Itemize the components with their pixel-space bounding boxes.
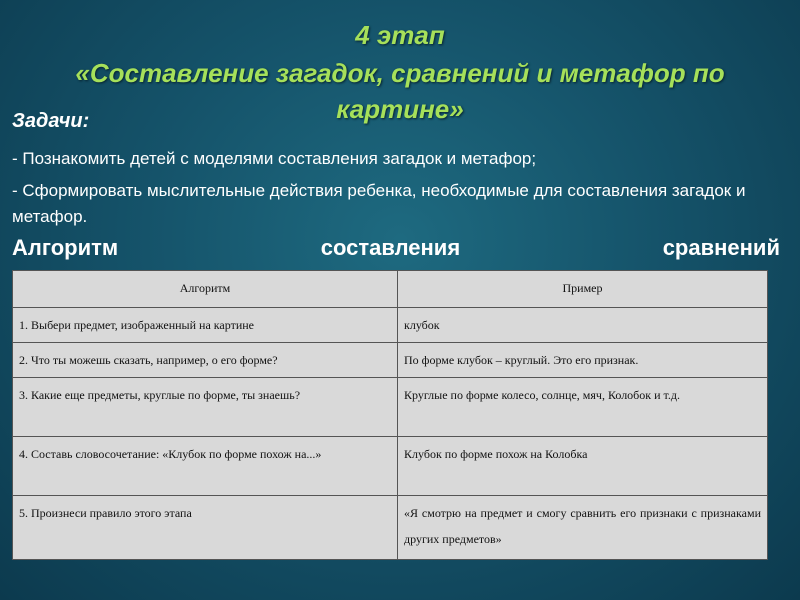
stage-title: «Составление загадок, сравнений и метафор по картине» [75, 58, 725, 124]
table-cell-step: 3. Какие еще предметы, круглые по форме, ты знаешь? [13, 378, 398, 437]
algorithm-heading [12, 235, 780, 261]
table-row [13, 308, 768, 343]
table-row [13, 343, 768, 378]
table-cell-step: 2. Что ты можешь сказать, например, о его форме? [13, 343, 398, 378]
algorithm-heading-word: сравнений [662, 235, 780, 260]
table-cell-example: Круглые по форме колесо, солнце, мяч, Колобок и т.д. [398, 378, 768, 437]
task-item: - Сформировать мыслительные действия ребенка, необходимые для составления загадок и метафор. [12, 181, 746, 226]
algorithm-table [12, 270, 768, 560]
table-cell-example: Клубок по форме похож на Колобка [398, 437, 768, 496]
column-header-example: Пример [398, 271, 768, 308]
tasks-heading: Задачи: [12, 110, 90, 132]
table-header-row [13, 271, 768, 308]
table-cell-step: 4. Составь словосочетание: «Клубок по форме похож на...» [13, 437, 398, 496]
table-row [13, 437, 768, 496]
stage-number: 4 этап [355, 20, 445, 50]
column-header-algorithm: Алгоритм [13, 271, 398, 308]
table-cell-example: клубок [398, 308, 768, 343]
algorithm-heading-word: составления [320, 235, 461, 260]
algorithm-heading-word: Алгоритм [12, 235, 119, 260]
table-cell-step: 5. Произнеси правило этого этапа [13, 496, 398, 560]
table-cell-example: «Я смотрю на предмет и смогу сравнить его признаки с признаками других предметов» [398, 496, 768, 560]
table-cell-example: По форме клубок – круглый. Это его признак. [398, 343, 768, 378]
table-row [13, 378, 768, 437]
table-cell-step: 1. Выбери предмет, изображенный на картине [13, 308, 398, 343]
table-row [13, 496, 768, 560]
task-item: - Познакомить детей с моделями составления загадок и метафор; [12, 149, 537, 168]
